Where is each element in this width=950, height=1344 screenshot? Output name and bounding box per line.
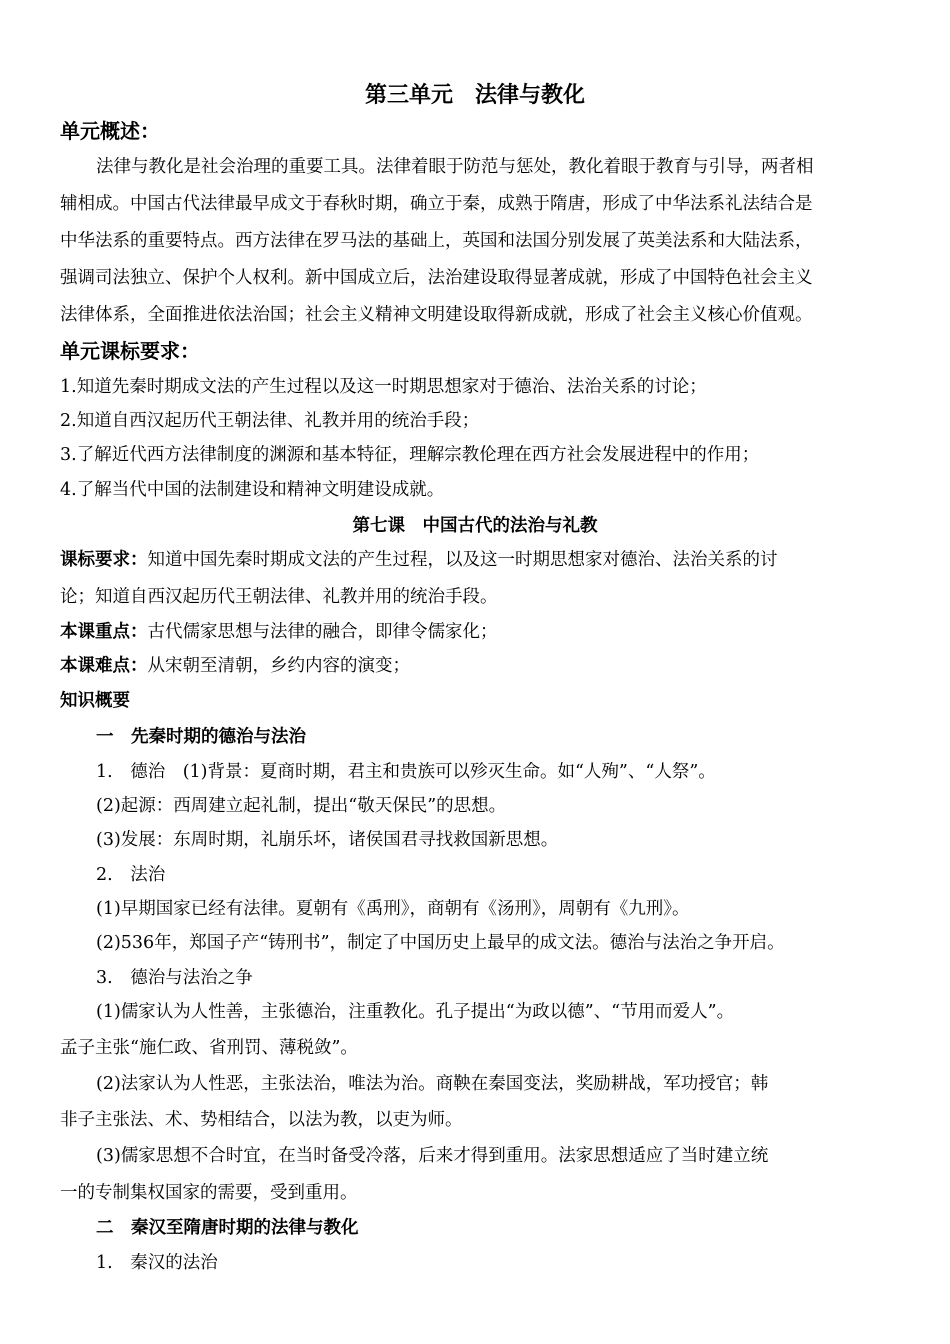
content-line: (3)儒家思想不合时宜，在当时备受冷落，后来才得到重用。法家思想适应了当时建立统 (96, 1146, 769, 1166)
overview-line: 强调司法独立、保护个人权利。新中国成立后，法治建设取得显著成就，形成了中国特色社会主义 (60, 268, 813, 288)
content-line: 一的专制集权国家的需要，受到重用。 (60, 1183, 358, 1203)
section-heading: 一 先秦时期的德治与法治 (96, 727, 306, 747)
requirement-item: 4.了解当代中国的法制建设和精神文明建设成就。 (60, 480, 445, 500)
standard-label: 课标要求： (60, 550, 148, 570)
lesson-difficult-point (60, 653, 900, 679)
difficult-label: 本课难点： (60, 656, 148, 676)
overview-line: 法律体系，全面推进依法治国；社会主义精神文明建设取得新成就，形成了社会主义核心价值观。 (60, 305, 813, 325)
lesson-key-point (60, 619, 900, 645)
knowledge-overview-label: 知识概要 (60, 691, 130, 711)
overview-line: 法律与教化是社会治理的重要工具。法律着眼于防范与惩处，教化着眼于教育与引导，两者相 (96, 157, 814, 177)
lesson-standard (60, 547, 900, 573)
content-line: 非子主张法、术、势相结合，以法为教，以吏为师。 (60, 1110, 463, 1130)
overview-line: 中华法系的重要特点。西方法律在罗马法的基础上，英国和法国分别发展了英美法系和大陆法系， (60, 231, 813, 251)
content-line: (2)法家认为人性恶，主张法治，唯法为治。商鞅在秦国变法，奖励耕战，军功授官；韩 (96, 1074, 769, 1094)
content-line: (2)起源：西周建立起礼制，提出“敬天保民”的思想。 (96, 796, 507, 816)
key-text: 古代儒家思想与法律的融合，即律令儒家化； (147, 622, 498, 642)
difficult-text: 从宋朝至清朝，乡约内容的演变； (147, 656, 410, 676)
section-heading: 二 秦汉至隋唐时期的法律与教化 (96, 1218, 359, 1238)
standard-text: 知道中国先秦时期成文法的产生过程，以及这一时期思想家对德治、法治关系的讨 (147, 550, 778, 570)
content-line: 1. 德治 (1)背景：夏商时期，君主和贵族可以殄灭生命。如“人殉”、“人祭”。 (96, 762, 716, 782)
content-line: (1)早期国家已经有法律。夏朝有《禹刑》，商朝有《汤刑》，周朝有《九刑》。 (96, 899, 690, 919)
standard-text-cont: 论；知道自西汉起历代王朝法律、礼教并用的统治手段。 (60, 587, 498, 607)
content-line: 2. 法治 (96, 865, 166, 885)
content-line: 3. 德治与法治之争 (96, 968, 253, 988)
requirements-heading: 单元课标要求： (60, 339, 200, 363)
content-line: (1)儒家认为人性善，主张德治，注重教化。孔子提出“为政以德”、“节用而爱人”。 (96, 1002, 735, 1022)
overview-heading: 单元概述： (60, 119, 160, 143)
content-line: (3)发展：东周时期，礼崩乐坏，诸侯国君寻找救国新思想。 (96, 830, 559, 850)
content-line: 孟子主张“施仁政、省刑罚、薄税敛”。 (60, 1038, 358, 1058)
requirement-item: 1.知道先秦时期成文法的产生过程以及这一时期思想家对于德治、法治关系的讨论； (60, 377, 707, 397)
key-label: 本课重点： (60, 622, 148, 642)
requirement-item: 3.了解近代西方法律制度的渊源和基本特征，理解宗教伦理在西方社会发展进程中的作用； (60, 445, 760, 465)
overview-line: 辅相成。中国古代法律最早成文于春秋时期，确立于秦，成熟于隋唐，形成了中华法系礼法结合是 (60, 194, 813, 214)
content-line: 1. 秦汉的法治 (96, 1253, 218, 1273)
content-line: (2)536年，郑国子产“铸刑书”，制定了中国历史上最早的成文法。德治与法治之争开启。 (96, 933, 785, 953)
requirement-item: 2.知道自西汉起历代王朝法律、礼教并用的统治手段； (60, 411, 480, 431)
lesson-title: 第七课 中国古代的法治与礼教 (352, 516, 598, 536)
unit-title: 第三单元 法律与教化 (364, 83, 585, 108)
